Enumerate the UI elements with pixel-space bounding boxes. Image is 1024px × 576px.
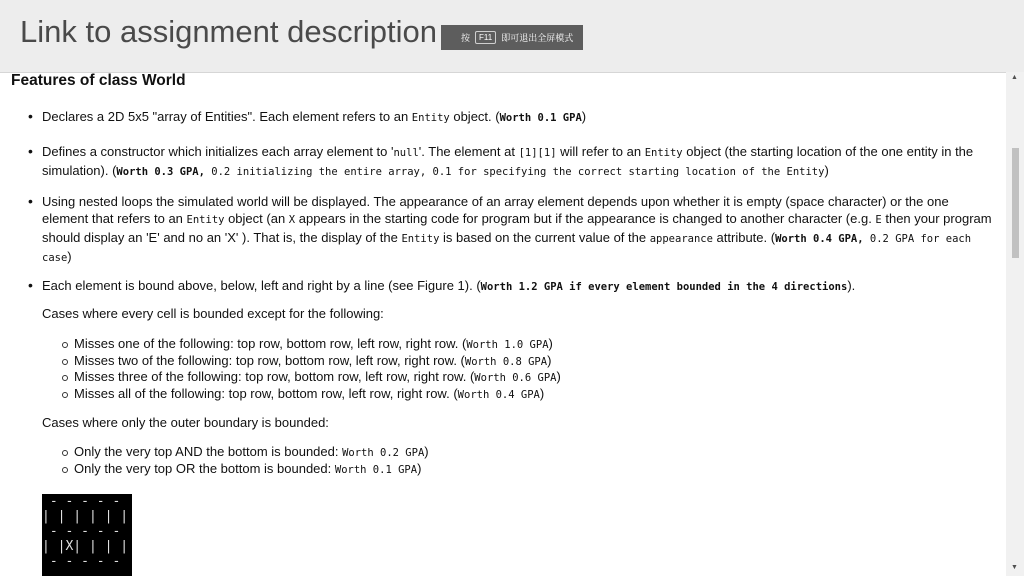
text: object. ( xyxy=(449,109,500,124)
text: ) xyxy=(548,336,553,351)
worth-breakdown: 0.2 GPA for each case xyxy=(42,233,972,264)
text: ) xyxy=(556,369,561,384)
text: attribute. ( xyxy=(712,230,776,245)
code-x: X xyxy=(288,214,296,226)
text: appears in the starting code for program but if the appearance is changed to another character (e.g. xyxy=(295,211,876,226)
worth-label: Worth 0.2 GPA xyxy=(342,447,425,459)
text: ) xyxy=(539,386,545,401)
text: is based on the current value of the xyxy=(439,230,650,245)
worth-label: Worth 0.1 GPA xyxy=(499,112,582,124)
figure-line: | | | | | | xyxy=(42,509,129,524)
case-item xyxy=(74,336,553,354)
text: Only the very top OR the bottom is bounded: xyxy=(74,461,335,476)
code-entity: Entity xyxy=(411,112,450,124)
code-entity: Entity xyxy=(401,233,440,245)
scroll-up-arrow-icon[interactable]: ▲ xyxy=(1011,74,1018,81)
figure-line: - - - - - xyxy=(42,524,121,539)
worth-label: Worth 1.0 GPA xyxy=(466,339,549,351)
cases-intro: Cases where every cell is bounded except for the following: xyxy=(42,306,384,321)
worth-label: Worth 0.6 GPA xyxy=(474,372,557,384)
page-header xyxy=(0,0,1024,73)
text: Using nested loops the simulated world will be displayed. The appearance of an array element depends upon whether it is empty (space character) or the one element that refers to an xyxy=(42,194,949,226)
text: object (an xyxy=(224,211,289,226)
worth-label: Worth 0.3 GPA, xyxy=(116,166,205,178)
text: then your program should display an 'E' and no an 'X' ). That is, the display of the xyxy=(42,211,992,245)
code-index: [1][1] xyxy=(518,147,557,159)
worth-label: Worth 0.8 GPA xyxy=(464,356,548,368)
feature-bullet-constructor xyxy=(42,143,992,181)
code-entity: Entity xyxy=(644,147,683,159)
figure-1-grid-output xyxy=(42,494,132,576)
case-item xyxy=(74,369,561,387)
code-entity: Entity xyxy=(186,214,225,226)
case-item xyxy=(74,386,544,404)
text: ) xyxy=(581,109,587,124)
text: Only the very top AND the bottom is bounded: xyxy=(74,444,343,459)
feature-bullet-display xyxy=(42,193,992,267)
f11-key-label: F11 xyxy=(475,31,496,44)
vertical-scrollbar[interactable] xyxy=(1006,72,1024,576)
case-item xyxy=(74,461,421,479)
section-title: Features of class World xyxy=(11,72,186,89)
text: Defines a constructor which initializes each array element to ' xyxy=(42,144,394,159)
text: ) xyxy=(67,249,72,264)
text: ) xyxy=(424,444,429,459)
text: Misses three of the following: top row, bottom row, left row, right row. ( xyxy=(74,369,475,384)
code-null: null xyxy=(393,147,419,159)
text: ) xyxy=(417,461,422,476)
feature-bullet-array xyxy=(42,108,992,127)
fullscreen-exit-hint xyxy=(441,25,583,50)
code-e: E xyxy=(875,214,882,226)
fullscreen-hint-suffix: 即可退出全屏模式 xyxy=(501,33,574,43)
worth-label: Worth 0.4 GPA, xyxy=(775,233,864,245)
scrollbar-thumb[interactable] xyxy=(1012,148,1019,258)
worth-label: Worth 0.4 GPA xyxy=(457,389,540,401)
text: Misses two of the following: top row, bottom row, left row, right row. ( xyxy=(74,353,465,368)
feature-bullet-bounds xyxy=(42,277,992,296)
case-item xyxy=(74,444,429,462)
text: Misses one of the following: top row, bottom row, left row, right row. ( xyxy=(74,336,467,351)
figure-line: | |X| | | | xyxy=(42,539,129,554)
fullscreen-hint-prefix: 按 xyxy=(461,33,471,43)
scroll-down-arrow-icon[interactable]: ▼ xyxy=(1011,564,1018,571)
figure-line: - - - - - xyxy=(42,554,121,569)
text: Misses all of the following: top row, bottom row, left row, right row. ( xyxy=(74,386,458,401)
text: will refer to an xyxy=(556,144,645,159)
worth-label: Worth 1.2 GPA if every element bounded in the 4 directions xyxy=(480,281,848,293)
code-appearance: appearance xyxy=(649,233,713,245)
case-item xyxy=(74,353,551,371)
assignment-description-link[interactable]: Link to assignment description xyxy=(20,14,438,49)
text: ) xyxy=(547,353,552,368)
text: ) xyxy=(824,163,829,178)
text: '. The element at xyxy=(418,144,519,159)
worth-breakdown: 0.2 initializing the entire array, 0.1 for specifying the correct starting location of the Entity xyxy=(204,166,825,178)
text: Declares a 2D 5x5 "array of Entities". Each element refers to an xyxy=(42,109,412,124)
document-content xyxy=(0,72,1006,576)
cases-intro: Cases where only the outer boundary is bounded: xyxy=(42,415,329,430)
figure-line: - - - - - xyxy=(42,494,121,509)
worth-label: Worth 0.1 GPA xyxy=(334,464,418,476)
text: Each element is bound above, below, left and right by a line (see Figure 1). ( xyxy=(42,278,481,293)
text: object (the starting location of the one entity in the simulation). ( xyxy=(42,144,974,178)
text: ). xyxy=(847,278,856,293)
